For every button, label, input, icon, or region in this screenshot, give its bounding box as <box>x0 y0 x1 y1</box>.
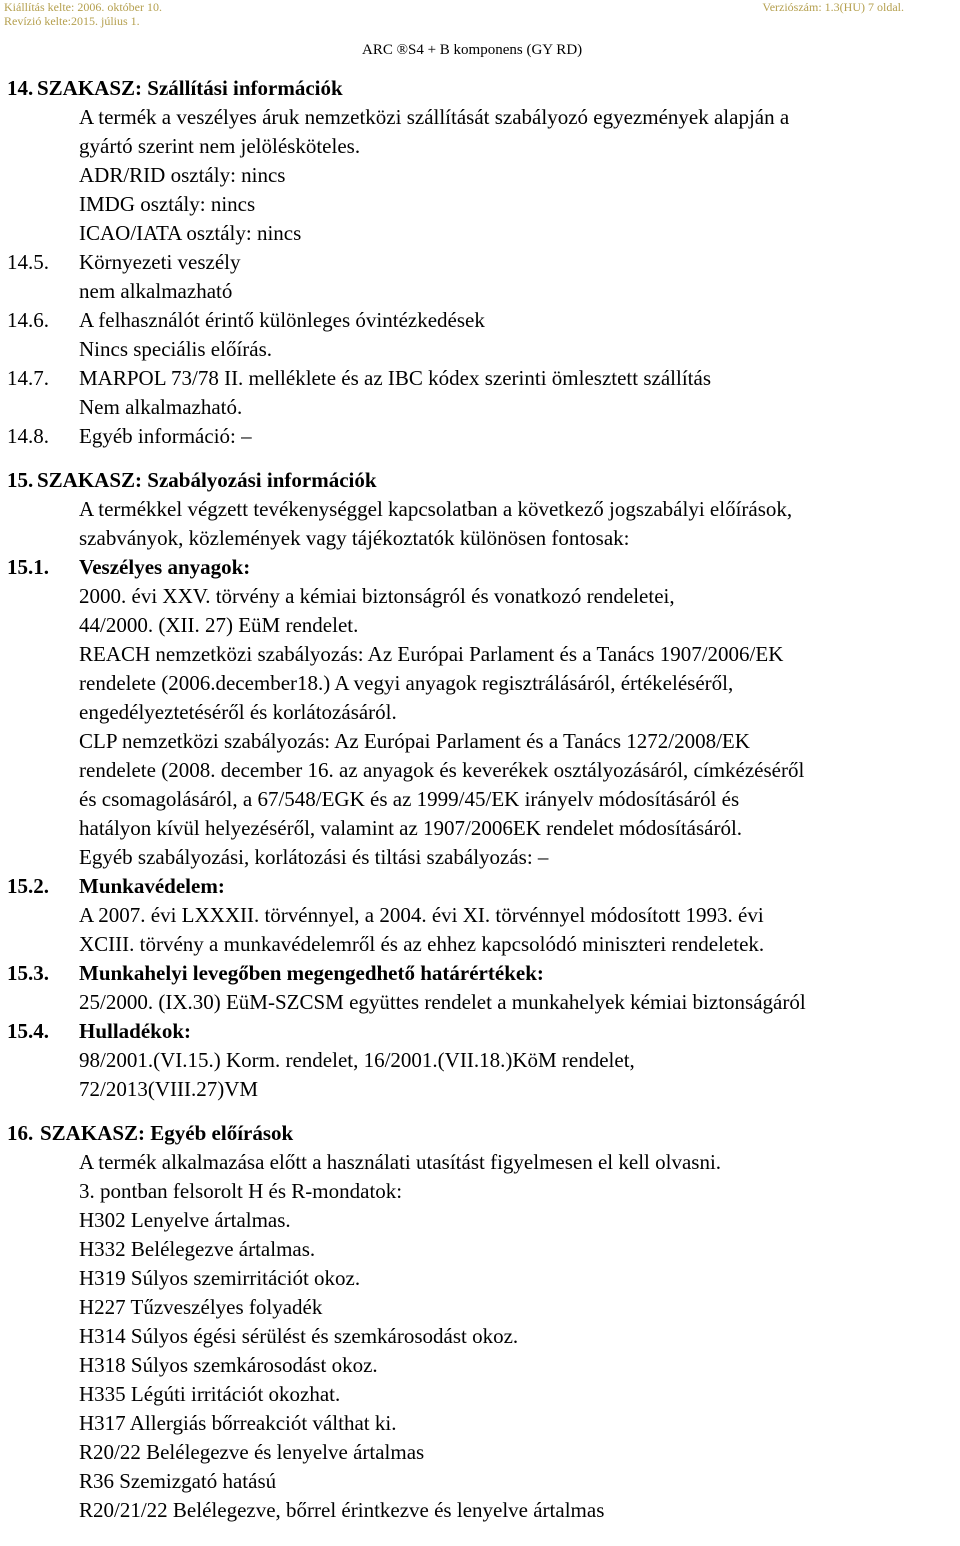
section-number: 15.3. <box>7 961 49 985</box>
section-heading: SZAKASZ: Szabályozási információk <box>37 468 377 492</box>
subsection-heading: Egyéb információ: – <box>79 424 252 448</box>
subsection-heading: MARPOL 73/78 II. melléklete és az IBC kódex szerinti ömlesztett szállítás <box>79 366 711 390</box>
version-page: Verziószám: 1.3(HU) 7 oldal. <box>762 0 904 14</box>
section-number: 14. <box>7 76 34 100</box>
section-number: 14.7. <box>7 366 49 390</box>
section-number: 15.2. <box>7 874 49 898</box>
subsection-heading: Környezeti veszély <box>79 250 241 274</box>
text-line: rendelete (2008. december 16. az anyagok és keverékek osztályozásáról, címkézéséről <box>79 758 805 782</box>
text-line: H227 Tűzveszélyes folyadék <box>79 1295 323 1319</box>
section-number: 15.4. <box>7 1019 49 1043</box>
text-line: 25/2000. (IX.30) EüM-SZCSM együttes rendelet a munkahelyek kémiai biztonságáról <box>79 990 806 1014</box>
text-line: R36 Szemizgató hatású <box>79 1469 277 1493</box>
product-name: ARC ®S4 + B komponens (GY RD) <box>362 42 583 58</box>
text-line: CLP nemzetközi szabályozás: Az Európai Parlament és a Tanács 1272/2008/EK <box>79 729 750 753</box>
section-number: 14.5. <box>7 250 49 274</box>
text-line: H314 Súlyos égési sérülést és szemkárosodást okoz. <box>79 1324 519 1348</box>
section-heading: SZAKASZ: Szállítási információk <box>37 76 343 100</box>
text-line: R20/22 Belélegezve és lenyelve ártalmas <box>79 1440 425 1464</box>
text-line: A termék a veszélyes áruk nemzetközi szállítását szabályozó egyezmények alapján a <box>79 105 790 129</box>
subsection-heading: A felhasználót érintő különleges óvintézkedések <box>79 308 485 332</box>
text-line: Nem alkalmazható. <box>79 395 243 419</box>
subsection-heading: Veszélyes anyagok: <box>79 555 251 579</box>
text-line: A termék alkalmazása előtt a használati utasítást figyelmesen el kell olvasni. <box>79 1150 722 1174</box>
text-line: engedélyeztetéséről és korlátozásáról. <box>79 700 397 724</box>
text-line: H335 Légúti irritációt okozhat. <box>79 1382 341 1406</box>
issue-date: Kiállítás kelte: 2006. október 10. <box>4 0 162 14</box>
text-line: hatályon kívül helyezéséről, valamint az 1907/2006EK rendelet módosításáról. <box>79 816 743 840</box>
text-line: 44/2000. (XII. 27) EüM rendelet. <box>79 613 359 637</box>
text-line: REACH nemzetközi szabályozás: Az Európai Parlament és a Tanács 1907/2006/EK <box>79 642 784 666</box>
text-line: 72/2013(VIII.27)VM <box>79 1077 259 1101</box>
text-line: H332 Belélegezve ártalmas. <box>79 1237 316 1261</box>
subsection-heading: Hulladékok: <box>79 1019 192 1043</box>
section-number: 15.1. <box>7 555 49 579</box>
text-line: rendelete (2006.december18.) A vegyi anyagok regisztrálásáról, értékeléséről, <box>79 671 734 695</box>
section-heading: SZAKASZ: Egyéb előírások <box>40 1121 294 1145</box>
text-line: H302 Lenyelve ártalmas. <box>79 1208 291 1232</box>
text-line: szabványok, közlemények vagy tájékoztatók különösen fontosak: <box>79 526 630 550</box>
text-line: H318 Súlyos szemkárosodást okoz. <box>79 1353 378 1377</box>
text-line: Nincs speciális előírás. <box>79 337 273 361</box>
text-line: 2000. évi XXV. törvény a kémiai biztonságról és vonatkozó rendeletei, <box>79 584 675 608</box>
text-line: 3. pontban felsorolt H és R-mondatok: <box>79 1179 403 1203</box>
text-line: H319 Súlyos szemirritációt okoz. <box>79 1266 361 1290</box>
subsection-heading: Munkahelyi levegőben megengedhető határértékek: <box>79 961 544 985</box>
text-line: Egyéb szabályozási, korlátozási és tiltási szabályozás: – <box>79 845 549 869</box>
text-line: ICAO/IATA osztály: nincs <box>79 221 302 245</box>
section-number: 15. <box>7 468 34 492</box>
section-number: 14.6. <box>7 308 49 332</box>
text-line: és csomagolásáról, a 67/548/EGK és az 1999/45/EK irányelv módosításáról és <box>79 787 740 811</box>
revision-date: Revízió kelte:2015. július 1. <box>4 14 140 28</box>
text-line: A 2007. évi LXXXII. törvénnyel, a 2004. évi XI. törvénnyel módosított 1993. évi <box>79 903 764 927</box>
text-line: ADR/RID osztály: nincs <box>79 163 286 187</box>
section-number: 14.8. <box>7 424 49 448</box>
text-line: nem alkalmazható <box>79 279 233 303</box>
text-line: H317 Allergiás bőrreakciót válthat ki. <box>79 1411 397 1435</box>
text-line: gyártó szerint nem jelölésköteles. <box>79 134 361 158</box>
section-number: 16. <box>7 1121 34 1145</box>
text-line: A termékkel végzett tevékenységgel kapcsolatban a következő jogszabályi előírások, <box>79 497 793 521</box>
text-line: R20/21/22 Belélegezve, bőrrel érintkezve és lenyelve ártalmas <box>79 1498 605 1522</box>
text-line: XCIII. törvény a munkavédelemről és az ehhez kapcsolódó miniszteri rendeletek. <box>79 932 765 956</box>
subsection-heading: Munkavédelem: <box>79 874 225 898</box>
text-line: IMDG osztály: nincs <box>79 192 256 216</box>
text-line: 98/2001.(VI.15.) Korm. rendelet, 16/2001.(VII.18.)KöM rendelet, <box>79 1048 635 1072</box>
